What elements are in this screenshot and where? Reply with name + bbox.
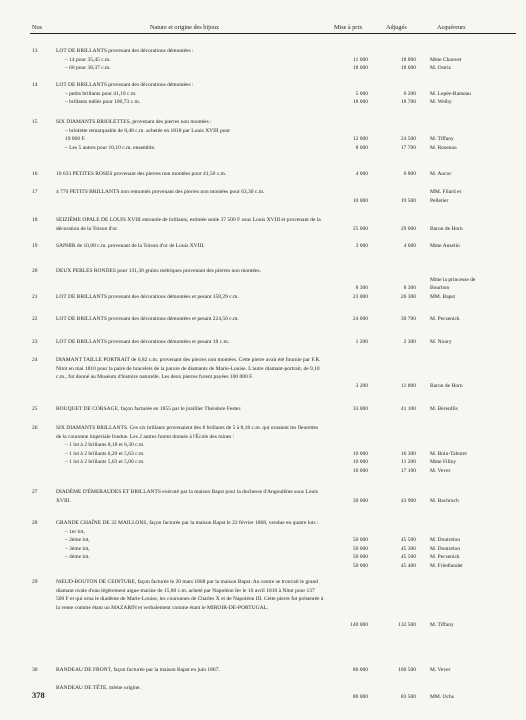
lot-adjuge: [378, 216, 416, 225]
lot-subitem: – 1 lot à 2 brillants 8,18 et 6,30 c.m.: [65, 442, 145, 449]
lot-mise-a-prix: 3 000: [355, 243, 368, 249]
lot-adjuge-column: [378, 242, 416, 251]
lot-adjuge: [378, 488, 416, 497]
lot-mise-a-prix: [330, 528, 368, 537]
lot-subitem: – Les 5 autres pour 10,10 c.m. ensemble.: [65, 144, 156, 151]
lot-number: 20: [32, 268, 38, 274]
lot-mise-a-prix: [330, 118, 368, 127]
lot-mise-a-prix: [330, 612, 368, 621]
lot-acquereur: M. Vever: [430, 467, 451, 474]
lot-adjuge-column: [378, 188, 416, 205]
lot-text: 4 770 PETITS BRILLANTS non remontés provenant des pierres non montées pour 63,30 c.m.: [56, 189, 265, 195]
lot-acquereur: M. Tiffany: [430, 621, 454, 628]
lot-adjuge-column: [378, 488, 416, 505]
lot-number: 30: [32, 667, 38, 673]
header-description: Nature et origine des bijoux: [150, 24, 220, 31]
lot-acquereur: [430, 684, 524, 693]
lot-description: [56, 666, 324, 675]
lot-mise-a-prix: [330, 267, 368, 276]
lot-acquereur-column: [430, 293, 524, 302]
header-rule: [30, 33, 516, 34]
lot-adjuge: [378, 424, 416, 433]
lot-subitem: – 1 lot à 2 brillants 5,63 et 5,00 c.m.: [65, 459, 145, 466]
lot-acquereur: [430, 604, 524, 613]
lot-acquereur: Mme la princesse de: [430, 276, 476, 283]
lot-mise-a-prix: 18 000: [352, 65, 368, 72]
lot-text: 10 033 PETITES ROSES provenant des pierres non montées pour 41,50 c.m.: [56, 171, 227, 177]
lot-description: [56, 488, 324, 505]
lot-acquereur: [430, 528, 524, 537]
lot-mise-a-prix: 25 000: [352, 225, 368, 232]
lot-adjuge: 11 200: [401, 459, 416, 466]
lot-text: DIADÈME D'ÉMERAUDES ET BRILLANTS exécuté par la maison Bapst pour la duchesse d'Angoulême sous Louis XVIII.: [56, 489, 318, 504]
lot-subitem: 19 800 F.: [65, 136, 86, 143]
lot-adjuge: 24 500: [400, 136, 416, 143]
page-number: 378: [32, 690, 45, 700]
lot-adjuge: [378, 81, 416, 90]
lot-adjuge: 41 100: [400, 406, 416, 412]
lot-acquereur: [430, 488, 524, 497]
lot-acquereur: [430, 81, 524, 90]
lot-mise-a-prix-column: [330, 315, 368, 324]
lot-number: 17: [32, 189, 38, 195]
lot-adjuge-column: [378, 578, 416, 630]
lot-acquereur: M. Friedlander: [430, 562, 463, 569]
lot-text: LOT DE BRILLANTS provenant des décorations démontées et pesant 158,29 c.m.: [56, 294, 239, 300]
lot-description: [56, 405, 324, 414]
lot-adjuge: 18 600: [400, 65, 416, 72]
lot-mise-a-prix: [330, 365, 368, 374]
lot-mise-a-prix-column: [330, 170, 368, 179]
lot-text: GRANDE CHAÎNE DE 32 MAILLONS, façon facturée par la maison Bapst le 22 février 1868, vendue en quatre lots :: [56, 520, 319, 526]
lot-acquereur: M. Doutrelon: [430, 537, 460, 544]
lot-acquereur: M. Lepée-Rameau: [430, 90, 471, 97]
lot-acquereur: [430, 587, 524, 596]
lot-mise-a-prix-column: [330, 519, 368, 571]
lot-adjuge: 17 100: [400, 467, 416, 474]
lot-text: NŒUD-BOUTON DE CEINTURE, façon facturée le 20 mars 1868 par la maison Bapst. Au centre se trouvait le grand diamant ovale d'eau légèrement aigue-marine de 15,80 c.m. acheté par Napoléon Ier le 10 avril 1810 à Nitot pour 137 500 F et qui orna le diadème de Marie-Louise, les couronnes de Charles X et de Napoléon III. Cette pierre fut présentée à la vente comme étant un MAZARIN et verbalement comme étant le MIROIR-DE-PORTUGAL.: [56, 579, 324, 611]
lot-description: [56, 216, 324, 233]
lot-acquereur-column: [430, 242, 524, 251]
lot-mise-a-prix-column: [330, 118, 368, 152]
lot-adjuge: [378, 528, 416, 537]
lot-acquereur: Bourbon: [430, 285, 450, 292]
lot-number: 23: [32, 339, 38, 345]
lot-adjuge-column: [378, 356, 416, 390]
lot-mise-a-prix-column: [330, 405, 368, 414]
lot-adjuge: 18 800: [400, 56, 416, 63]
lot-adjuge-column: [378, 666, 416, 675]
header-num: Nos: [32, 24, 42, 31]
lot-adjuge: 16 300: [400, 450, 416, 457]
lot-adjuge-column: [378, 47, 416, 73]
lot-acquereur-column: [430, 424, 524, 476]
lot-mise-a-prix-column: [330, 267, 368, 293]
lot-adjuge: [378, 604, 416, 613]
lot-adjuge: [378, 365, 416, 374]
header-acquereurs: Acquéreurs: [437, 24, 466, 31]
lot-mise-a-prix: 5 000: [355, 90, 368, 97]
lot-description: [56, 578, 324, 612]
lot-acquereur: [430, 519, 524, 528]
lot-mise-a-prix: 30 000: [352, 497, 368, 504]
lot-adjuge: 6 200: [403, 90, 416, 97]
lot-adjuge: 26 300: [400, 294, 416, 300]
lot-acquereur: [430, 612, 524, 621]
lot-description: [56, 356, 324, 382]
lot-acquereur: Mme Chauvet: [430, 56, 462, 63]
lot-mise-a-prix: 33 000: [352, 406, 368, 412]
lot-number: 28: [32, 520, 38, 526]
lot-description: [56, 118, 324, 152]
lot-acquereur: Baron de Horn: [430, 382, 463, 389]
lot-acquereur-column: [430, 488, 524, 505]
lot-text: SIX DIAMANTS BRILLANTS. Ces six brillants provenaient des 8 brillants de 5 à 8,18 c.m. qui ornaient les fleurettes de la couronne impériale fondue. Les 2 autres furent donnés à l'École des mines :: [56, 425, 319, 440]
lot-text: LOT DE BRILLANTS provenant des décorations démontées :: [56, 82, 194, 88]
lot-mise-a-prix: 1 200: [355, 339, 368, 345]
lot-number: 25: [32, 406, 38, 412]
lot-adjuge: 2 300: [403, 339, 416, 345]
lot-acquereur: [430, 127, 524, 136]
lot-adjuge: 45 300: [400, 545, 416, 552]
lot-adjuge: [378, 519, 416, 528]
lot-acquereur: Mme Anselin: [430, 243, 460, 249]
lot-mise-a-prix: [330, 684, 368, 693]
lot-acquereur: M. Vever: [430, 667, 451, 673]
lot-adjuge-column: [378, 519, 416, 571]
lot-acquereur-column: [430, 666, 524, 675]
lot-mise-a-prix: 18 000: [352, 99, 368, 106]
lot-adjuge: [378, 267, 416, 276]
lot-acquereur: M. Rosenau: [430, 144, 457, 151]
lot-adjuge: [378, 578, 416, 587]
lot-description: [56, 519, 324, 562]
lot-subitem: – 1er lot,: [65, 528, 85, 535]
lot-subitem: – 60 pour 38,37 c.m.: [65, 65, 111, 72]
header-adjuges: Adjugés: [386, 24, 407, 31]
lot-mise-a-prix: [330, 433, 368, 442]
lot-mise-a-prix: 3 200: [355, 382, 368, 389]
lot-acquereur: [430, 433, 524, 442]
lot-mise-a-prix: 8 000: [355, 144, 368, 151]
lot-acquereur-column: [430, 170, 524, 179]
lot-description: [56, 188, 324, 197]
lot-acquereur: Baron de Horn: [430, 225, 463, 232]
lot-acquereur: [430, 216, 524, 225]
lot-acquereur: [430, 118, 524, 127]
lot-mise-a-prix-column: [330, 338, 368, 347]
lot-description: [56, 170, 324, 179]
lot-number: 24: [32, 357, 38, 363]
lot-acquereur: M. Pecsenick: [430, 554, 460, 561]
lot-description: [56, 242, 324, 251]
lot-adjuge: 30 700: [400, 316, 416, 322]
lot-acquereur-column: [430, 338, 524, 347]
lot-adjuge: 45 500: [400, 554, 416, 561]
lot-description: [56, 424, 324, 467]
lot-adjuge: [378, 684, 416, 693]
lot-adjuge-column: [378, 267, 416, 293]
lot-number: 21: [32, 294, 38, 300]
lot-acquereur-column: [430, 519, 524, 571]
lot-mise-a-prix: [330, 276, 368, 285]
lot-acquereur: MM. Filard et: [430, 189, 462, 195]
lot-acquereur-column: [430, 684, 524, 701]
lot-adjuge-column: [378, 293, 416, 302]
lot-mise-a-prix: 50 000: [352, 545, 368, 552]
lot-acquereur: [430, 441, 524, 450]
lot-acquereur-column: [430, 216, 524, 233]
lot-adjuge-column: [378, 170, 416, 179]
lot-adjuge-column: [378, 118, 416, 152]
lot-mise-a-prix: 10 000: [352, 467, 368, 474]
lot-acquereur: MM. Ochs: [430, 693, 454, 700]
lot-adjuge: 17 700: [400, 144, 416, 151]
lot-acquereur: [430, 356, 524, 365]
lot-acquereur: M. Noury: [430, 339, 452, 345]
lot-adjuge: 18 700: [400, 99, 416, 106]
lot-mise-a-prix: 12 000: [352, 136, 368, 143]
lot-subitem: – 4ème lot.: [65, 554, 90, 561]
lot-adjuge: [378, 433, 416, 442]
lot-acquereur-column: [430, 47, 524, 73]
lot-adjuge-column: [378, 405, 416, 414]
lot-mise-a-prix-column: [330, 47, 368, 73]
lot-number: 18: [32, 217, 38, 223]
lot-mise-a-prix: 50 000: [352, 562, 368, 569]
lot-acquereur: M. Welby: [430, 99, 452, 106]
lot-mise-a-prix: [330, 356, 368, 365]
lot-acquereur-column: [430, 81, 524, 107]
lot-adjuge: [378, 441, 416, 450]
lot-number: 27: [32, 489, 38, 495]
lot-adjuge-column: [378, 684, 416, 701]
lot-text: SEIZIÈME OPALE DE LOUIS XVIII entourée de brillants, estimée seule 37 500 F sous Louis XVIII et provenant de la décoration de la Toison d'or.: [56, 217, 321, 232]
lot-mise-a-prix: [330, 424, 368, 433]
lot-number: 15: [32, 119, 38, 125]
lot-acquereur-column: [430, 267, 524, 293]
lot-mise-a-prix: 50 000: [352, 537, 368, 544]
lot-mise-a-prix-column: [330, 81, 368, 107]
lot-adjuge: [378, 276, 416, 285]
lot-description: [56, 81, 324, 107]
lot-text: DEUX PERLES RONDES pour 131,30 grains métriques provenant des pierres non montées.: [56, 268, 261, 274]
lot-acquereur: MM. Bapst: [430, 294, 456, 300]
lot-adjuge-column: [378, 338, 416, 347]
lot-adjuge: [378, 612, 416, 621]
lot-mise-a-prix: 8 300: [355, 285, 368, 292]
lot-mise-a-prix: 50 000: [352, 554, 368, 561]
lot-mise-a-prix-column: [330, 216, 368, 233]
lot-mise-a-prix: [330, 595, 368, 604]
lot-text: BANDEAU DE FRONT, façon facturée par la maison Bapst en juin 1867.: [56, 667, 220, 673]
lot-acquereur: M. Tiffany: [430, 136, 454, 143]
lot-acquereur-column: [430, 356, 524, 390]
header-mise-a-prix: Mise à prix: [334, 24, 363, 31]
lot-mise-a-prix: 23 000: [352, 294, 368, 300]
lot-acquereur: [430, 47, 524, 56]
lot-mise-a-prix: [330, 519, 368, 528]
lot-adjuge: [378, 118, 416, 127]
lot-text: BOUQUET DE CORSAGE, façon facturée en 1855 par le joaillier Théodore Fester.: [56, 406, 242, 412]
lot-text: DIAMANT TAILLE PORTRAIT de 6,82 c.m. provenant des pierres non montées. Cette pierre avait été fournie par F.R. Nitot en mai 1810 pour la paire de bracelets de la parure de diamants de Marie-Louise. L'autre diamant-portrait, de 9,10 c.m., fut donné au Muséum d'histoire naturelle. Les deux pierres furent payées 100 000 F.: [56, 357, 321, 381]
lot-description: [56, 267, 324, 276]
lot-adjuge: 19 500: [400, 197, 416, 204]
lot-mise-a-prix: [330, 587, 368, 596]
lot-adjuge-column: [378, 216, 416, 233]
lot-mise-a-prix: 80 000: [352, 693, 368, 700]
lot-description: [56, 684, 324, 693]
lot-mise-a-prix: [330, 47, 368, 56]
lot-subitem: – briolette remarquable de 8,48 c.m. achetée en 1818 par Louis XVIII pour: [65, 127, 231, 134]
lot-description: [56, 47, 324, 73]
lot-text: SIX DIAMANTS BRIOLETTES, provenant des pierres non montées :: [56, 119, 212, 125]
lot-adjuge: [378, 188, 416, 197]
lot-description: [56, 338, 324, 347]
lot-mise-a-prix-column: [330, 293, 368, 302]
lot-adjuge: 29 000: [400, 225, 416, 232]
lot-mise-a-prix: [330, 216, 368, 225]
lot-mise-a-prix: [330, 488, 368, 497]
lot-mise-a-prix-column: [330, 242, 368, 251]
lot-number: 26: [32, 425, 38, 431]
lot-subitem: – 3ème lot,: [65, 545, 90, 552]
lot-acquereur-column: [430, 315, 524, 324]
lot-mise-a-prix: 10 000: [352, 197, 368, 204]
lot-acquereur-column: [430, 118, 524, 152]
lot-text: SAPHIR de 10,08 c.m. provenant de la Toison d'or de Louis XVIII.: [56, 243, 205, 249]
lot-mise-a-prix: 24 000: [352, 316, 368, 322]
lot-mise-a-prix: [330, 373, 368, 382]
lot-mise-a-prix: [330, 127, 368, 136]
lot-acquereur-column: [430, 405, 524, 414]
lot-adjuge: 11 800: [401, 382, 416, 389]
lot-mise-a-prix: [330, 441, 368, 450]
lot-acquereur: [430, 267, 524, 276]
lot-adjuge: [378, 587, 416, 596]
lot-number: 29: [32, 579, 38, 585]
lot-description: [56, 315, 324, 324]
lot-adjuge: 45 400: [400, 562, 416, 569]
lot-mise-a-prix-column: [330, 488, 368, 505]
lot-number: 13: [32, 48, 38, 54]
lot-text: LOT DE BRILLANTS provenant des décorations démontées et pesant 224,50 c.m.: [56, 316, 239, 322]
lot-mise-a-prix: 10 000: [352, 450, 368, 457]
lot-mise-a-prix: [330, 604, 368, 613]
lot-mise-a-prix-column: [330, 666, 368, 675]
lot-mise-a-prix-column: [330, 188, 368, 205]
lot-subitem: – petits brillants pour 41,10 c.m.: [65, 90, 137, 97]
lot-mise-a-prix: [330, 578, 368, 587]
lot-adjuge-column: [378, 81, 416, 107]
lot-mise-a-prix-column: [330, 684, 368, 701]
lot-mise-a-prix: 80 000: [352, 667, 368, 673]
lot-text: LOT DE BRILLANTS provenant des décorations démontées et pesant 18 c.m.: [56, 339, 230, 345]
lot-mise-a-prix-column: [330, 356, 368, 390]
lot-acquereur: [430, 595, 524, 604]
lot-acquereur-column: [430, 188, 524, 205]
lot-acquereur: Mme Filloy: [430, 459, 457, 466]
lot-mise-a-prix: [330, 81, 368, 90]
lot-number: 19: [32, 243, 38, 249]
lot-adjuge-column: [378, 315, 416, 324]
lot-acquereur: M. Aucoc: [430, 171, 452, 177]
lot-acquereur: M. Ostriz: [430, 65, 452, 72]
lot-adjuge-column: [378, 424, 416, 476]
lot-number: 14: [32, 82, 38, 88]
lot-description: [56, 293, 324, 302]
lot-number: 22: [32, 316, 38, 322]
lot-subitem: – 1 lot à 2 brillants 6,20 et 5,63 c.m.: [65, 450, 145, 457]
lot-adjuge: 6 800: [403, 171, 416, 177]
lot-acquereur: M. Pecsenick: [430, 316, 460, 322]
lot-mise-a-prix-column: [330, 578, 368, 630]
lot-acquereur: M. Boin-Taburet: [430, 450, 467, 457]
lot-adjuge: [378, 356, 416, 365]
lot-adjuge: 132 500: [398, 621, 416, 628]
lot-acquereur: M. Bachruch: [430, 497, 459, 504]
lot-adjuge: 45 500: [400, 537, 416, 544]
lot-number: 16: [32, 171, 38, 177]
lot-mise-a-prix: [330, 188, 368, 197]
lot-acquereur: M. Bérenfils: [430, 406, 458, 412]
lot-subitem: – brillants mêlés pour 100,73 c.m.: [65, 99, 141, 106]
lot-adjuge: 4 600: [403, 243, 416, 249]
lot-mise-a-prix-column: [330, 424, 368, 476]
lot-acquereur: [430, 365, 524, 374]
lot-adjuge: [378, 595, 416, 604]
lot-acquereur: M. Doutrelon: [430, 545, 460, 552]
lot-adjuge: [378, 373, 416, 382]
lot-mise-a-prix: 4 000: [355, 171, 368, 177]
lot-adjuge: [378, 127, 416, 136]
lot-acquereur: Pelletier: [430, 197, 449, 204]
lot-text: BANDEAU DE TÊTE, même origine.: [56, 685, 141, 691]
lot-adjuge: 8 300: [403, 285, 416, 292]
lot-acquereur: [430, 424, 524, 433]
lot-mise-a-prix: 10 000: [352, 459, 368, 466]
lot-mise-a-prix: 140 000: [350, 621, 368, 628]
lot-acquereur: [430, 373, 524, 382]
lot-acquereur: [430, 578, 524, 587]
lot-adjuge: 83 500: [400, 693, 416, 700]
lot-adjuge: 43 900: [400, 497, 416, 504]
lot-adjuge: 100 500: [398, 667, 416, 673]
lot-adjuge: [378, 47, 416, 56]
lot-acquereur-column: [430, 578, 524, 630]
lot-subitem: – 2ème lot,: [65, 537, 90, 544]
lot-text: LOT DE BRILLANTS provenant des décorations démontées :: [56, 48, 194, 54]
lot-subitem: – 14 pour 35,45 c.m.: [65, 56, 111, 63]
lot-mise-a-prix: 11 000: [353, 56, 368, 63]
